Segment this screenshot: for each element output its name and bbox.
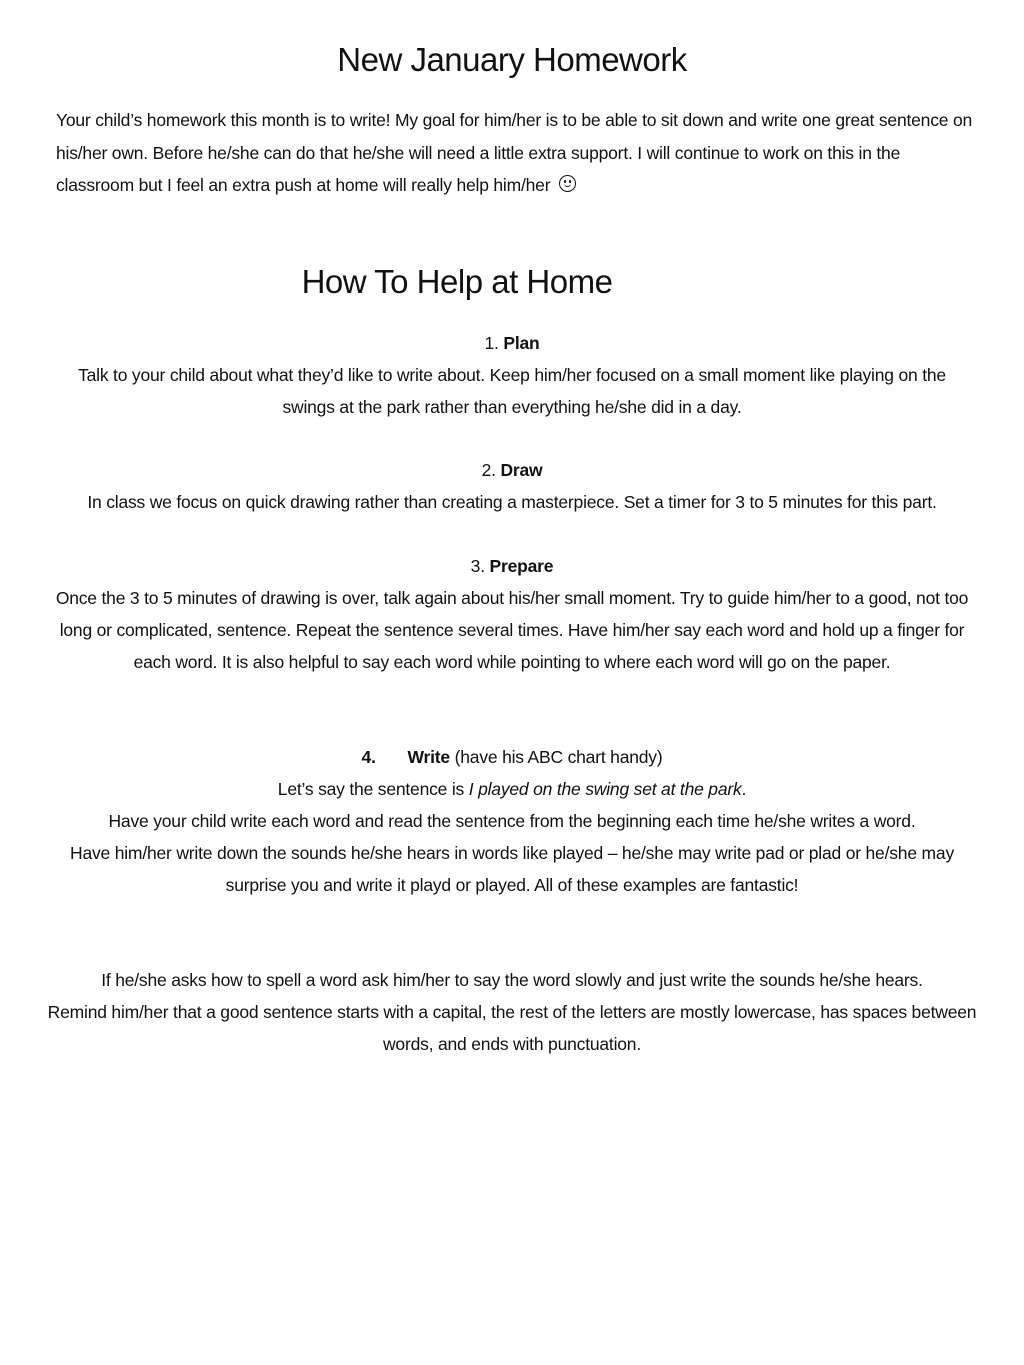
- step-title: Prepare: [489, 556, 554, 576]
- step-title: Write: [407, 747, 450, 767]
- intro-text: Your child’s homework this month is to write! My goal for him/her is to be able to sit down and write one great sentence on his/her own. Before he/she can do that he/she will need a little extra support. I will continue to work on this in the classroom but I feel an extra push at home will really help him/her: [56, 110, 973, 195]
- example-suffix: .: [741, 779, 747, 799]
- step-text: Have your child write each word and read the sentence from the beginning each time he/she writes a word.: [108, 811, 916, 831]
- example-prefix: Let’s say the sentence is: [277, 779, 469, 799]
- step-text: Talk to your child about what they’d like to write about. Keep him/her focused on a small moment like playing on the swings at the park rather than everything he/she did in a day.: [78, 365, 946, 417]
- closing-notes: [47, 964, 977, 1060]
- step-prepare: [50, 550, 974, 678]
- step-draw: [50, 454, 974, 518]
- step-number: 2.: [481, 460, 496, 480]
- step-plan: [50, 327, 974, 423]
- step-heading: [50, 454, 974, 486]
- example-sentence: I played on the swing set at the park: [468, 779, 742, 799]
- step-text: Once the 3 to 5 minutes of drawing is over, talk again about his/her small moment. Try to guide him/her to a good, not too long or complicated, sentence. Repeat the sentence several times. Have him/her say each word and hold up a finger for each word. It is also helpful to say each word while pointing to where each word will go on the paper.: [55, 588, 969, 672]
- document-title: New January Homework: [337, 41, 687, 78]
- section-title: How To Help at Home: [301, 263, 613, 300]
- step-text: Have him/her write down the sounds he/she hears in words like played – he/she may write pad or plad or he/she may surprise you and write it playd or played. All of these examples are fantastic!: [70, 843, 954, 895]
- step-write: [50, 741, 974, 901]
- step-number: 3.: [470, 556, 485, 576]
- step-title: Draw: [500, 460, 543, 480]
- step-number: 1.: [484, 333, 499, 353]
- step-heading: [50, 327, 974, 359]
- step-title-note: (have his ABC chart handy): [454, 747, 663, 767]
- step-number: 4.: [361, 747, 376, 767]
- example-line: [50, 773, 974, 805]
- closing-text: If he/she asks how to spell a word ask him/her to say the word slowly and just write the sounds he/she hears.: [101, 970, 923, 990]
- step-heading: [50, 550, 974, 582]
- step-text: In class we focus on quick drawing rather than creating a masterpiece. Set a timer for 3 to 5 minutes for this part.: [87, 492, 937, 512]
- smiley-face-icon: [559, 175, 576, 192]
- intro-paragraph: [56, 104, 976, 202]
- step-title: Plan: [503, 333, 540, 353]
- closing-text: Remind him/her that a good sentence starts with a capital, the rest of the letters are mostly lowercase, has spaces between words, and ends with punctuation.: [47, 1002, 977, 1054]
- step-heading: [50, 741, 974, 773]
